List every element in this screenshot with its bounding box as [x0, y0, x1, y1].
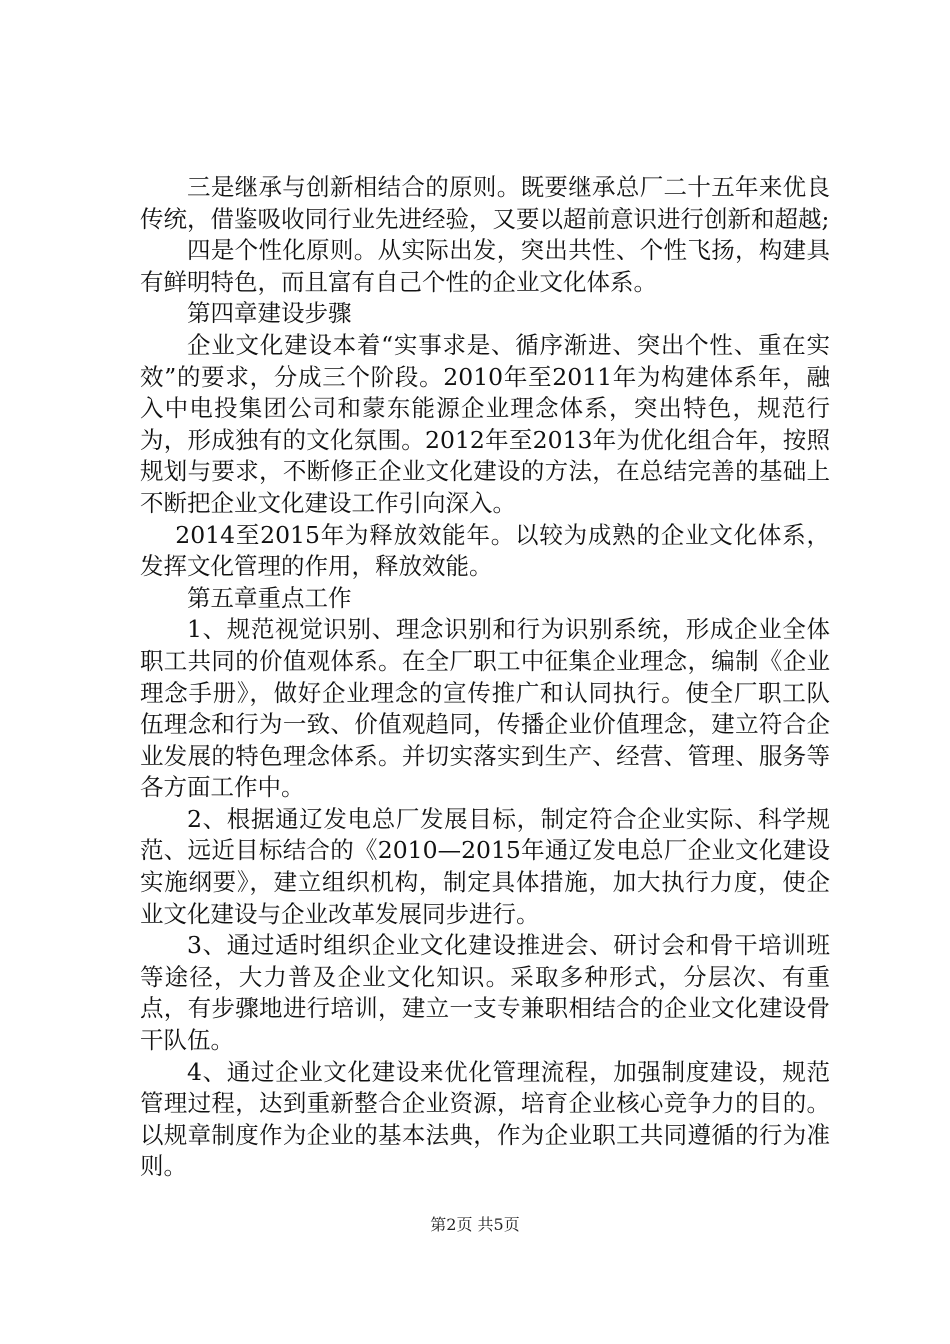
chapter-5-heading: 第五章重点工作 — [187, 583, 352, 612]
paragraph-construction-steps: 企业文化建设本着“实事求是、循序渐进、突出个性、重在实效”的要求，分成三个阶段。2010年至2011年为构建体系年，融入中电投集团公司和蒙东能源企业理念体系，突出特色，规范行为，形成独有的文化氛围。2012年至2013年为优化组合年，按照规划与要求，不断修正企业文化建设的方法，在总结完善的基础上不断把企业文化建设工作引向深入。 — [140, 330, 830, 517]
chapter-4-heading: 第四章建设步骤 — [187, 299, 352, 328]
document-body — [140, 172, 830, 1183]
paragraph-release-efficiency: 2014至2015年为释放效能年。以较为成熟的企业文化体系，发挥文化管理的作用，释放效能。 — [140, 520, 830, 581]
paragraph-principle-4: 四是个性化原则。从实际出发，突出共性、个性飞扬，构建具有鲜明特色，而且富有自己个性的企业文化体系。 — [140, 236, 830, 296]
paragraph-principle-3: 三是继承与创新相结合的原则。既要继承总厂二十五年来优良传统，借鉴吸收同行业先进经验，又要以超前意识进行创新和超越; — [140, 173, 830, 233]
paragraph-key-work-4: 4、通过企业文化建设来优化管理流程，加强制度建设，规范管理过程，达到重新整合企业资源，培育企业核心竞争力的目的。以规章制度作为企业的基本法典，作为企业职工共同遵循的行为准则。 — [140, 1057, 830, 1181]
page-number-footer: 第2页 共5页 — [430, 1215, 520, 1234]
paragraph-key-work-2: 2、根据通辽发电总厂发展目标，制定符合企业实际、科学规范、远近目标结合的《2010—2015年通辽发电总厂企业文化建设实施纲要》，建立组织机构，制定具体措施，加大执行力度，使企业文化建设与企业改革发展同步进行。 — [140, 804, 830, 928]
paragraph-key-work-1: 1、规范视觉识别、理念识别和行为识别系统，形成企业全体职工共同的价值观体系。在全厂职工中征集企业理念，编制《企业理念手册》，做好企业理念的宣传推广和认同执行。使全厂职工队伍理念和行为一致、价值观趋同，传播企业价值理念，建立符合企业发展的特色理念体系。并切实落实到生产、经营、管理、服务等各方面工作中。 — [140, 615, 830, 802]
paragraph-key-work-3: 3、通过适时组织企业文化建设推进会、研讨会和骨干培训班等途径，大力普及企业文化知识。采取多种形式，分层次、有重点，有步骤地进行培训，建立一支专兼职相结合的企业文化建设骨干队伍。 — [140, 931, 830, 1055]
